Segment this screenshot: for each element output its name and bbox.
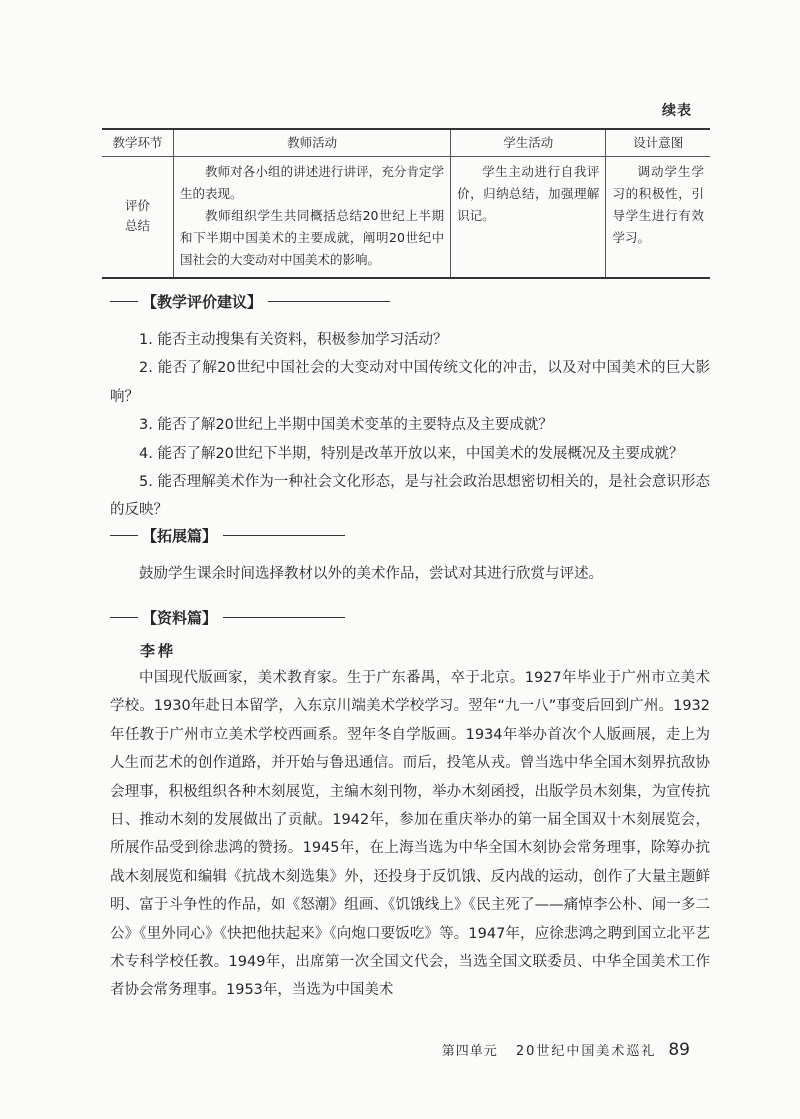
list-item: 4. 能否了解20世纪下半期，特别是改革开放以来，中国美术的发展概况及主要成就？ [139,445,684,462]
phase-line: 评价 [125,198,151,213]
cell-intent [606,157,710,279]
section-heading-extension [110,524,345,546]
list-item: 1. 能否主动搜集有关资料，积极参加学习活动？ [139,332,448,348]
cell-phase [102,157,174,279]
cell-teacher [174,157,451,279]
heading-rule [110,301,138,302]
evaluation-list [110,326,710,525]
lesson-table [102,128,710,279]
teacher-paragraph: 教师组织学生共同概括总结20世纪上半期和下半期中国美术的主要成就，阐明20世纪中国社会的大变动对中国美术的影响。 [180,208,445,267]
list-item: 3. 能否了解20世纪上半期中国美术变革的主要特点及主要成就？ [139,417,553,434]
phase-line: 总结 [125,218,151,233]
heading-text: 【拓展篇】 [142,526,218,545]
intent-text: 调动学生学习的积极性，引导学生进行有效学习。 [612,164,704,245]
student-text: 学生主动进行自我评价，归纳总结，加强理解识记。 [457,164,600,223]
extension-text: 鼓励学生课余时间选择教材以外的美术作品，尝试对其进行欣赏与评述。 [139,566,603,582]
heading-rule [223,535,345,536]
list-item: 2. 能否了解20世纪中国社会的大变动对中国传统文化的冲击，以及对中国美术的巨大影响？ [110,360,710,405]
list-item: 5. 能否理解美术作为一种社会文化形态，是与社会政治思想密切相关的，是社会意识形态的反映？ [110,474,710,519]
page-footer [442,1040,690,1060]
section-heading-materials [110,606,345,628]
extension-text-block [110,560,710,588]
heading-text: 【教学评价建议】 [142,292,263,311]
footer-unit: 第四单元 [441,1044,498,1059]
biography-block [110,664,710,1005]
cell-student [451,157,606,279]
page-number: 89 [668,1040,690,1060]
heading-rule [110,617,138,618]
col-header-student: 学生活动 [451,129,606,157]
col-header-phase: 教学环节 [102,129,174,157]
heading-rule [268,301,390,302]
continued-label: 续表 [662,103,692,119]
biography-text: 中国现代版画家，美术教育家。生于广东番禺，卒于北京。1927年毕业于广州市立美术学校。1930年赴日本留学，入东京川端美术学校学习。翌年“九一八”事变后回到广州。1932年任教于广州市立美术学校西画系。翌年冬自学版画。1934年举办首次个人版画展，走上为人生而艺术的创作道路，并开始与鲁迅通信。而后，投笔从戎。曾当选中华全国木刻界抗敌协会理事，积极组织各种木刻展览，主编木刻刊物，举办木刻函授，出版学员木刻集，为宣传抗日、推动木刻的发展做出了贡献。1942年，参加在重庆举办的第一届全国双十木刻展览会，所展作品受到徐悲鸿的赞扬。1945年，在上海当选为中华全国木刻协会常务理事，除筹办抗战木刻展览和编辑《抗战木刻选集》外，还投身于反饥饿、反内战的运动，创作了大量主题鲜明、富于斗争性的作品，如《怒潮》组画、《饥饿线上》《民主死了——痛悼李公朴、闻一多二公》《里外同心》《快把他扶起来》《向炮口要饭吃》等。1947年，应徐悲鸿之聘到国立北平艺术专科学校任教。1949年，出席第一次全国文代会，当选全国文联委员、中华全国美术工作者协会常务理事。1953年，当选为中国美术 [110,670,710,999]
table-row [102,157,710,279]
heading-text: 【资料篇】 [142,608,218,627]
person-name: 李桦 [140,642,177,660]
col-header-teacher: 教师活动 [174,129,451,157]
heading-rule [110,535,138,536]
teacher-paragraph: 教师对各小组的讲述进行讲评，充分肯定学生的表现。 [180,164,445,201]
col-header-intent: 设计意图 [606,129,710,157]
table-header-row [102,129,710,157]
footer-title: 20世纪中国美术巡礼 [515,1044,657,1059]
section-heading-evaluation [110,290,390,312]
heading-rule [223,617,345,618]
